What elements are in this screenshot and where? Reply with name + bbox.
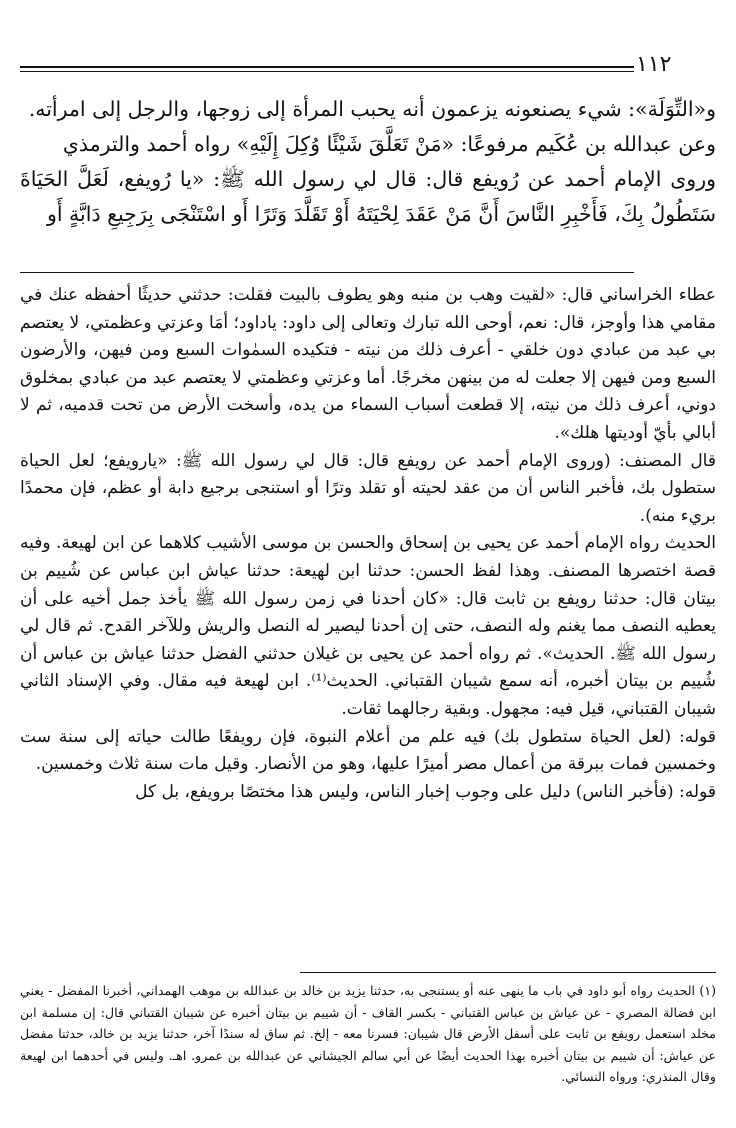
main-text-block bbox=[20, 92, 716, 232]
commentary-paragraph: قال المصنف: (وروى الإمام أحمد عن رويفع قال: قال لي رسول الله ﷺ: «يارويفع؛ لعل الحياة ستطول بك، فأخبر الناس أن من عقد لحيته أو تقلد وترًا أو استنجى برجيع دابة أو عظم، فإن محمدًا بريء منه). bbox=[20, 450, 716, 526]
commentary-paragraph: عطاء الخراساني قال: «لقيت وهب بن منبه وهو يطوف بالبيت فقلت: حدثني حديثًا أحفظه عنك في مقامي هذا وأوجز، قال: نعم، أوحى الله تبارك وتعالى إلى داود: ياداود؛ أمَا وعزتي وعظمتي، لا يعتصم بي عبد من عبادي دون خلقي - أعرف ذلك من نيته - فتكيده السمٰوات السبع ومن فيهن، والأرضون السبع ومن فيهن إلا جعلت له من بينهن مخرجًا. أما وعزتي وعظمتي لا يعتصم عبد من عبادي بمخلوق دوني، أعرف ذلك من نيته، إلا قطعت أسباب السماء من يده، وأسخت الأرض من تحت قدميه، ثم لا أبالي بأيّ أوديتها هلك». bbox=[20, 285, 716, 443]
commentary-paragraph: قوله: (لعل الحياة ستطول بك) فيه علم من أعلام النبوة، فإن رويفعًا طالت حياته إلى سنة ست وخمسين فمات ببرقة من أعمال مصر أميرًا عليها، وهو من الأنصار. وقيل مات سنة ثلاث وخمسين. bbox=[20, 726, 716, 775]
commentary-block bbox=[20, 282, 716, 806]
footnote: (١) الحديث رواه أبو داود في باب ما ينهى عنه أو يستنجى به، حدثنا يزيد بن خالد بن عبدالله بن موهب الهمداني، أخبرنا المفضل - يعني ابن فضالة المصري - عن عياش بن عباس القتباني - بكسر القاف - أن شييم بن بيتان أخبره عن شيبان القتباني قال: إن مسلمة ابن مخلد استعمل رويفع بن ثابت على أسفل الأرض قال شيبان: فسرنا معه - إلخ. ثم ساق له سندًا آخر، حدثنا يزيد بن خالد، حدثنا مفضل عن عياش: أن شييم بن بيتان أخبره بهذا الحديث أيضًا عن أبي سالم الجيشاني عن عبدالله بن عمرو. اهـ. وليس في أحدهما ابن لهيعة وقال المنذري: ورواه النسائي. bbox=[20, 983, 716, 1084]
footnotes-block bbox=[20, 980, 716, 1088]
page-number: ١١٢ bbox=[636, 52, 672, 77]
footnote-divider bbox=[300, 972, 716, 973]
main-paragraph: و«التِّوَلَة»: شيء يصنعونه يزعمون أنه يحبب المرأة إلى زوجها، والرجل إلى امرأته. bbox=[28, 97, 716, 121]
commentary-paragraph: الحديث رواه الإمام أحمد عن يحيى بن إسحاق والحسن بن موسى الأشيب كلاهما عن ابن لهيعة. وفيه قصة اختصرها المصنف. وهذا لفظ الحسن: حدثنا ابن لهيعة: حدثنا عياش ابن عباس عن شُييم بن بيتان قال: حدثنا رويفع بن ثابت قال: «كان أحدنا في زمن رسول الله ﷺ يأخذ جمل أخيه على أن يعطيه النصف مما يغنم وله النصف، حتى إن أحدنا ليصير له النصل والريش وللآخر القدح. ثم قال لي رسول الله ﷺ. الحديث». ثم رواه أحمد عن يحيى بن غيلان حدثني الفضل حدثنا عياش بن عباس أن شُييم بن بيتان أخبره، أنه سمع شيبان القتباني. الحديث⁽¹⁾. ابن لهيعة فيه مقال. وفي الإسناد الثاني شيبان القتباني، قيل فيه: مجهول. وبقية رجالهما ثقات. bbox=[20, 533, 717, 719]
main-paragraph: وروى الإمام أحمد عن رُويفع قال: قال لي رسول الله ﷺ: «يا رُويفع، لَعَلَّ الحَيَاةَ سَتَطُولُ بِكَ، فَأَخْبِرِ النَّاسَ أَنَّ مَنْ عَقَدَ لِحْيَتَهُ أَوْ تَقَلَّدَ وَتَرًا أَو اسْتَنْجَى بِرَجِيعِ دَابَّةٍ أَو bbox=[20, 167, 716, 226]
header-rule-thin bbox=[20, 71, 634, 72]
main-paragraph: وعن عبدالله بن عُكَيم مرفوعًا: «مَنْ تَعَلَّقَ شَيْئًا وُكِلَ إِلَيْهِ» رواه أحمد والترمذي bbox=[62, 132, 716, 156]
commentary-paragraph: قوله: (فأخبر الناس) دليل على وجوب إخبار الناس، وليس هذا مختصًا برويفع، بل كل bbox=[135, 781, 716, 802]
header-rule-thick bbox=[20, 66, 634, 68]
section-divider bbox=[20, 272, 634, 273]
